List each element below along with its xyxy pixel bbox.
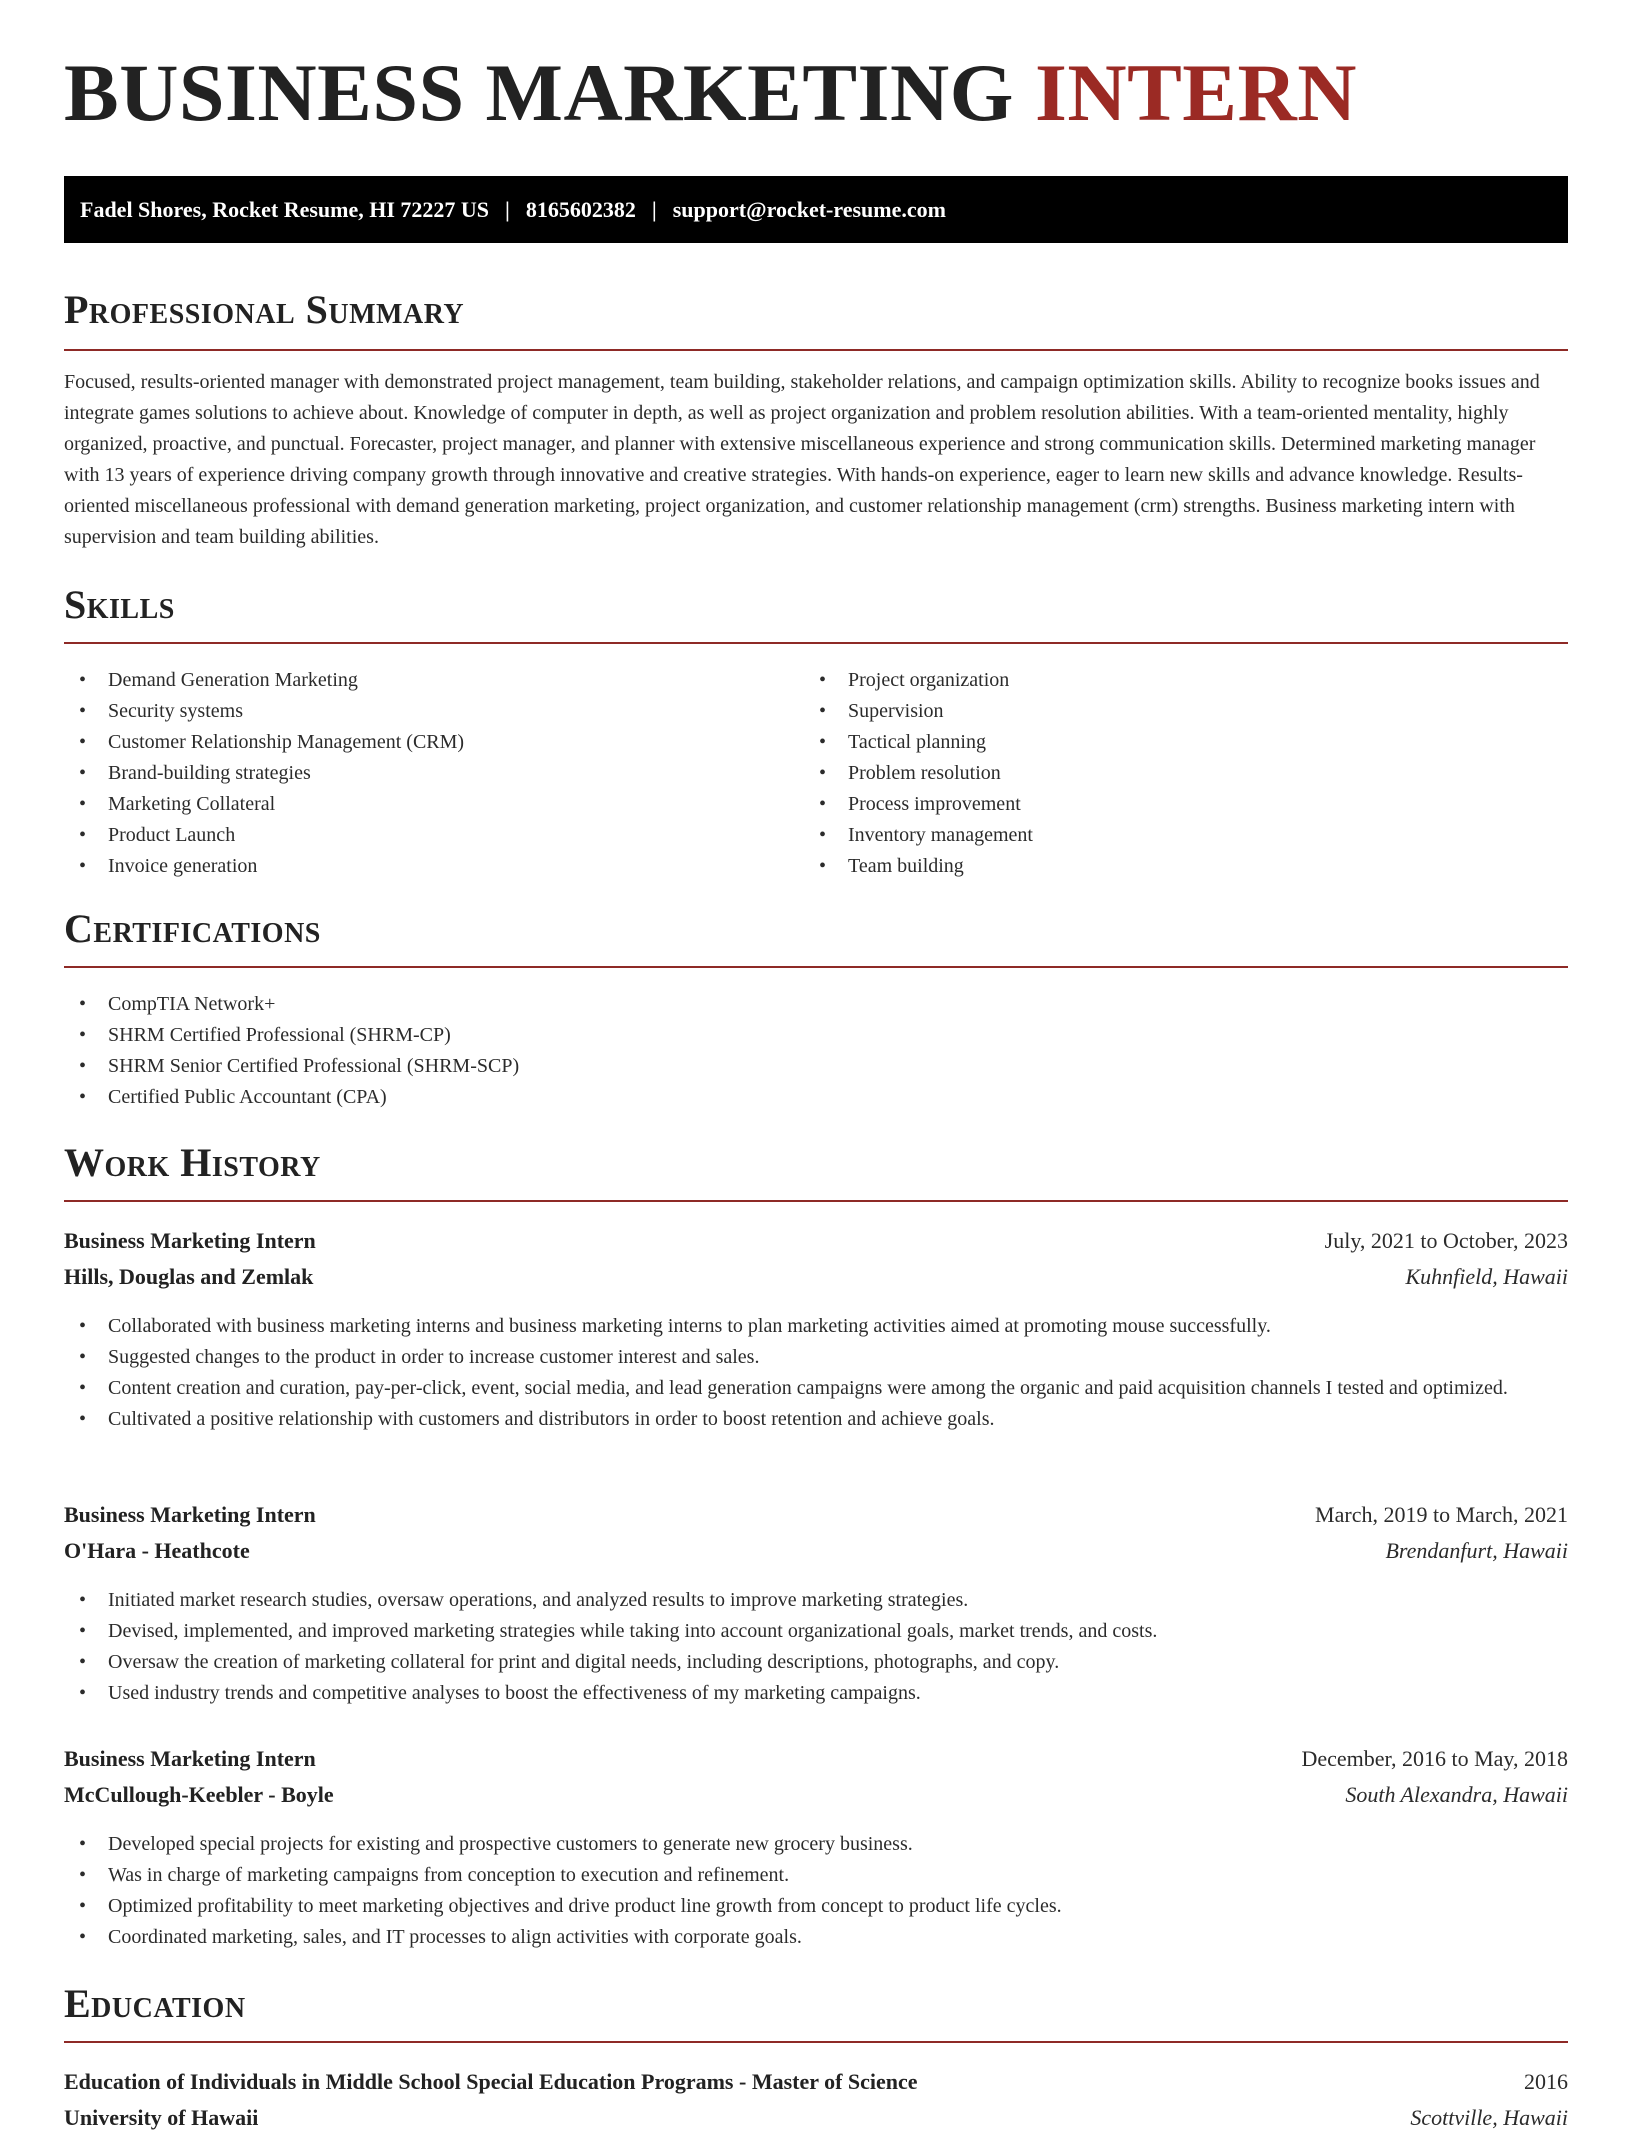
job-title: Business Marketing Intern (64, 1746, 316, 1771)
education-year: 2016 (1524, 2069, 1568, 2094)
job-bullet: • Optimized profitability to meet marketing objectives and drive product line growth from concept to product life cycles. (64, 1891, 1568, 1922)
contact-separator: | (651, 197, 657, 222)
skill-item: • Project organization (804, 665, 1568, 696)
certification-item: • CompTIA Network+ (64, 989, 1568, 1020)
job-dates: July, 2021 to October, 2023 (1324, 1228, 1568, 1253)
job-bullet: • Devised, implemented, and improved marketing strategies while taking into account organizational goals, market trends, and costs. (64, 1616, 1568, 1647)
job-bullets (64, 1829, 1568, 1953)
job-company: O'Hara - Heathcote (64, 1538, 250, 1563)
skills-heading: Skills (64, 582, 175, 627)
contact-phone[interactable]: 8165602382 (525, 197, 636, 222)
skill-item: • Customer Relationship Management (CRM) (64, 727, 804, 758)
education-location: Scottville, Hawaii (1410, 2105, 1568, 2130)
skill-item: • Inventory management (804, 820, 1568, 851)
section-divider (64, 1200, 1568, 1202)
job-title: Business Marketing Intern (64, 1228, 316, 1253)
job-location: Brendanfurt, Hawaii (1385, 1538, 1568, 1563)
contact-separator: | (505, 197, 510, 222)
skill-item: • Marketing Collateral (64, 789, 804, 820)
certification-item: • SHRM Senior Certified Professional (SHRM-SCP) (64, 1051, 1568, 1082)
job-header (64, 1500, 1568, 1530)
job-bullet: • Suggested changes to the product in order to increase customer interest and sales. (64, 1342, 1568, 1373)
job-company: McCullough-Keebler - Boyle (64, 1782, 334, 1807)
job-subheader (64, 1262, 1568, 1292)
job-bullet: • Oversaw the creation of marketing collateral for print and digital needs, including descriptions, photographs, and copy. (64, 1647, 1568, 1678)
certifications-list (64, 989, 1568, 1113)
summary-text: Focused, results-oriented manager with demonstrated project management, team building, stakeholder relations, and campaign optimization skills. Ability to recognize books issues and integrate games solutions to achieve about. Knowledge of computer in depth, as well as project organization and problem resolution abilities. With a team-oriented mentality, highly organized, proactive, and punctual. Forecaster, project manager, and planner with extensive miscellaneous experience and strong communication skills. Determined marketing manager with 13 years of experience driving company growth through innovative and creative strategies. With hands-on experience, eager to learn new skills and advance knowledge. Results-oriented miscellaneous professional with demand generation marketing, project organization, and customer relationship management (crm) strengths. Business marketing intern with supervision and team building abilities. (64, 371, 1540, 548)
contact-bar (64, 176, 1568, 243)
education-school: University of Hawaii (64, 2105, 259, 2130)
skill-item: • Supervision (804, 696, 1568, 727)
job-header (64, 1744, 1568, 1774)
job-subheader (64, 1536, 1568, 1566)
job-location: South Alexandra, Hawaii (1345, 1782, 1568, 1807)
job-bullet: • Cultivated a positive relationship with customers and distributors in order to boost retention and achieve goals. (64, 1404, 1568, 1435)
job-bullet: • Used industry trends and competitive analyses to boost the effectiveness of my marketing campaigns. (64, 1678, 1568, 1709)
job-dates: March, 2019 to March, 2021 (1315, 1502, 1568, 1527)
skill-item: • Invoice generation (64, 851, 804, 882)
skills-list-right (804, 665, 1568, 882)
title-main: BUSINESS MARKETING (64, 47, 1014, 138)
section-divider (64, 2041, 1568, 2043)
skill-item: • Tactical planning (804, 727, 1568, 758)
skill-item: • Demand Generation Marketing (64, 665, 804, 696)
certifications-heading: Certifications (64, 906, 321, 951)
skill-item: • Problem resolution (804, 758, 1568, 789)
job-bullet: • Content creation and curation, pay-per-click, event, social media, and lead generation campaigns were among the organic and paid acquisition channels I tested and optimized. (64, 1373, 1568, 1404)
section-divider (64, 349, 1568, 351)
summary-heading: Professional Summary (64, 287, 465, 332)
skills-list-left (64, 665, 804, 882)
contact-address: Fadel Shores, Rocket Resume, HI 72227 US (80, 197, 490, 222)
section-divider (64, 642, 1568, 644)
job-subheader (64, 1780, 1568, 1810)
section-divider (64, 966, 1568, 968)
job-bullets (64, 1311, 1568, 1435)
certification-item: • Certified Public Accountant (CPA) (64, 1082, 1568, 1113)
job-title: Business Marketing Intern (64, 1502, 316, 1527)
skill-item: • Security systems (64, 696, 804, 727)
job-bullets (64, 1585, 1568, 1709)
certification-item: • SHRM Certified Professional (SHRM-CP) (64, 1020, 1568, 1051)
education-degree: Education of Individuals in Middle School Special Education Programs - Master of Science (64, 2069, 918, 2094)
job-header (64, 1226, 1568, 1256)
resume-title (64, 47, 1357, 138)
skill-item: • Team building (804, 851, 1568, 882)
education-header (64, 2067, 1568, 2097)
work-history-heading: Work History (64, 1140, 321, 1185)
education-subheader (64, 2103, 1568, 2133)
education-heading: Education (64, 1981, 246, 2026)
job-bullet: • Was in charge of marketing campaigns from conception to execution and refinement. (64, 1860, 1568, 1891)
skill-item: • Brand-building strategies (64, 758, 804, 789)
job-bullet: • Developed special projects for existing and prospective customers to generate new grocery business. (64, 1829, 1568, 1860)
job-dates: December, 2016 to May, 2018 (1301, 1746, 1568, 1771)
contact-email[interactable]: support@rocket-resume.com (672, 197, 946, 222)
title-accent: INTERN (1034, 47, 1357, 138)
job-bullet: • Initiated market research studies, oversaw operations, and analyzed results to improve marketing strategies. (64, 1585, 1568, 1616)
job-location: Kuhnfield, Hawaii (1405, 1264, 1568, 1289)
job-bullet: • Collaborated with business marketing interns and business marketing interns to plan marketing activities aimed at promoting mouse successfully. (64, 1311, 1568, 1342)
skill-item: • Process improvement (804, 789, 1568, 820)
skill-item: • Product Launch (64, 820, 804, 851)
job-company: Hills, Douglas and Zemlak (64, 1264, 314, 1289)
job-bullet: • Coordinated marketing, sales, and IT processes to align activities with corporate goals. (64, 1922, 1568, 1953)
